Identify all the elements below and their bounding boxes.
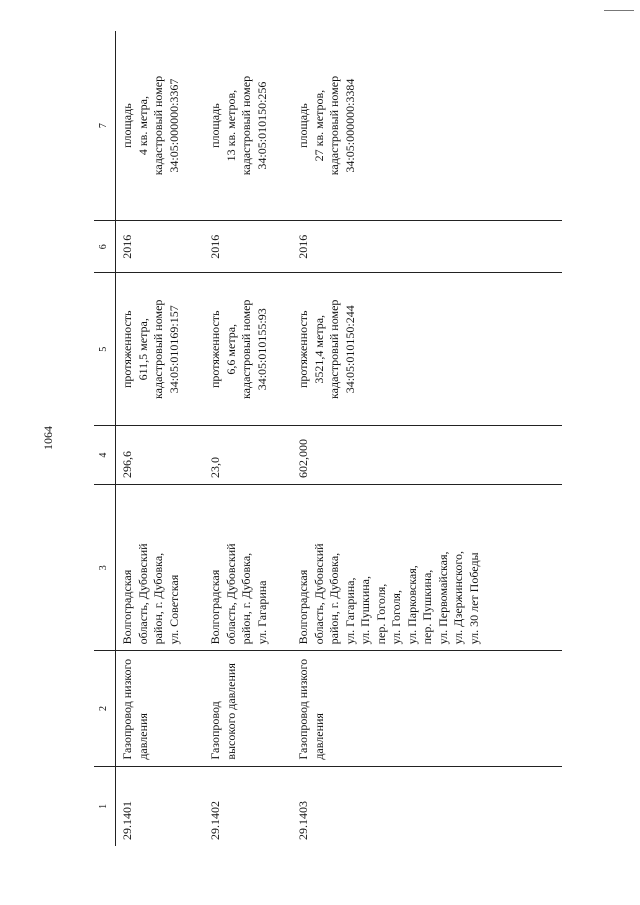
header-cell: 3 bbox=[94, 485, 116, 651]
object-value: 602,000 bbox=[292, 426, 562, 485]
header-cell: 6 bbox=[94, 221, 116, 273]
row-number: 29.1403 bbox=[296, 801, 310, 840]
object-year: 2016 bbox=[204, 221, 292, 273]
rotated-table-wrapper bbox=[94, 31, 634, 846]
object-length: протяженность 3521,4 метра, кадастровый номер 34:05:010150:244 bbox=[292, 273, 562, 426]
object-length: протяженность 6,6 метра, кадастровый номер 34:05:010155:93 bbox=[204, 273, 292, 426]
registry-table bbox=[94, 31, 562, 846]
object-name: Газопровод низкого давления bbox=[292, 651, 562, 766]
land-area: площадь 13 кв. метров, кадастровый номер 34:05:010150:256 bbox=[204, 31, 292, 221]
object-name: Газопровод низкого давления bbox=[116, 651, 205, 766]
header-cell: 7 bbox=[94, 31, 116, 221]
header-cell: 4 bbox=[94, 426, 116, 485]
header-cell: 1 bbox=[94, 766, 116, 846]
land-area: площадь 27 кв. метров, кадастровый номер 34:05:000000:3384 bbox=[292, 31, 562, 221]
object-address: Волгоградская область, Дубовский район, г. Дубовка, ул. Гагарина bbox=[204, 485, 292, 651]
object-address: Волгоградская область, Дубовский район, г. Дубовка, ул. Советская bbox=[116, 485, 205, 651]
object-name: Газопровод высокого давления bbox=[204, 651, 292, 766]
land-area: площадь 4 кв. метра, кадастровый номер 34:05:000000:3367 bbox=[116, 31, 205, 221]
object-address: Волгоградская область, Дубовский район, г. Дубовка, ул. Гагарина, ул. Пушкина, пер. Гоголя, ул. Гоголя, ул. Парковская, пер. Пушкина, ул. Первомайская, ул. Дзержинского, ул. 30 лет Победы bbox=[292, 485, 562, 651]
header-cell: 2 bbox=[94, 651, 116, 766]
object-year: 2016 bbox=[116, 221, 205, 273]
object-year: 2016 bbox=[292, 221, 562, 273]
table-row bbox=[116, 31, 205, 846]
row-number: 29.1401 bbox=[120, 801, 134, 840]
row-number: 29.1402 bbox=[208, 801, 222, 840]
header-cell: 5 bbox=[94, 273, 116, 426]
table-row bbox=[292, 31, 562, 846]
page-number: 1064 bbox=[41, 426, 55, 450]
object-value: 23,0 bbox=[204, 426, 292, 485]
top-rule bbox=[604, 10, 634, 11]
object-length: протяженность 611,5 метра, кадастровый номер 34:05:010169:157 bbox=[116, 273, 205, 426]
table-header-row bbox=[94, 31, 116, 846]
object-value: 296,6 bbox=[116, 426, 205, 485]
table-row bbox=[204, 31, 292, 846]
